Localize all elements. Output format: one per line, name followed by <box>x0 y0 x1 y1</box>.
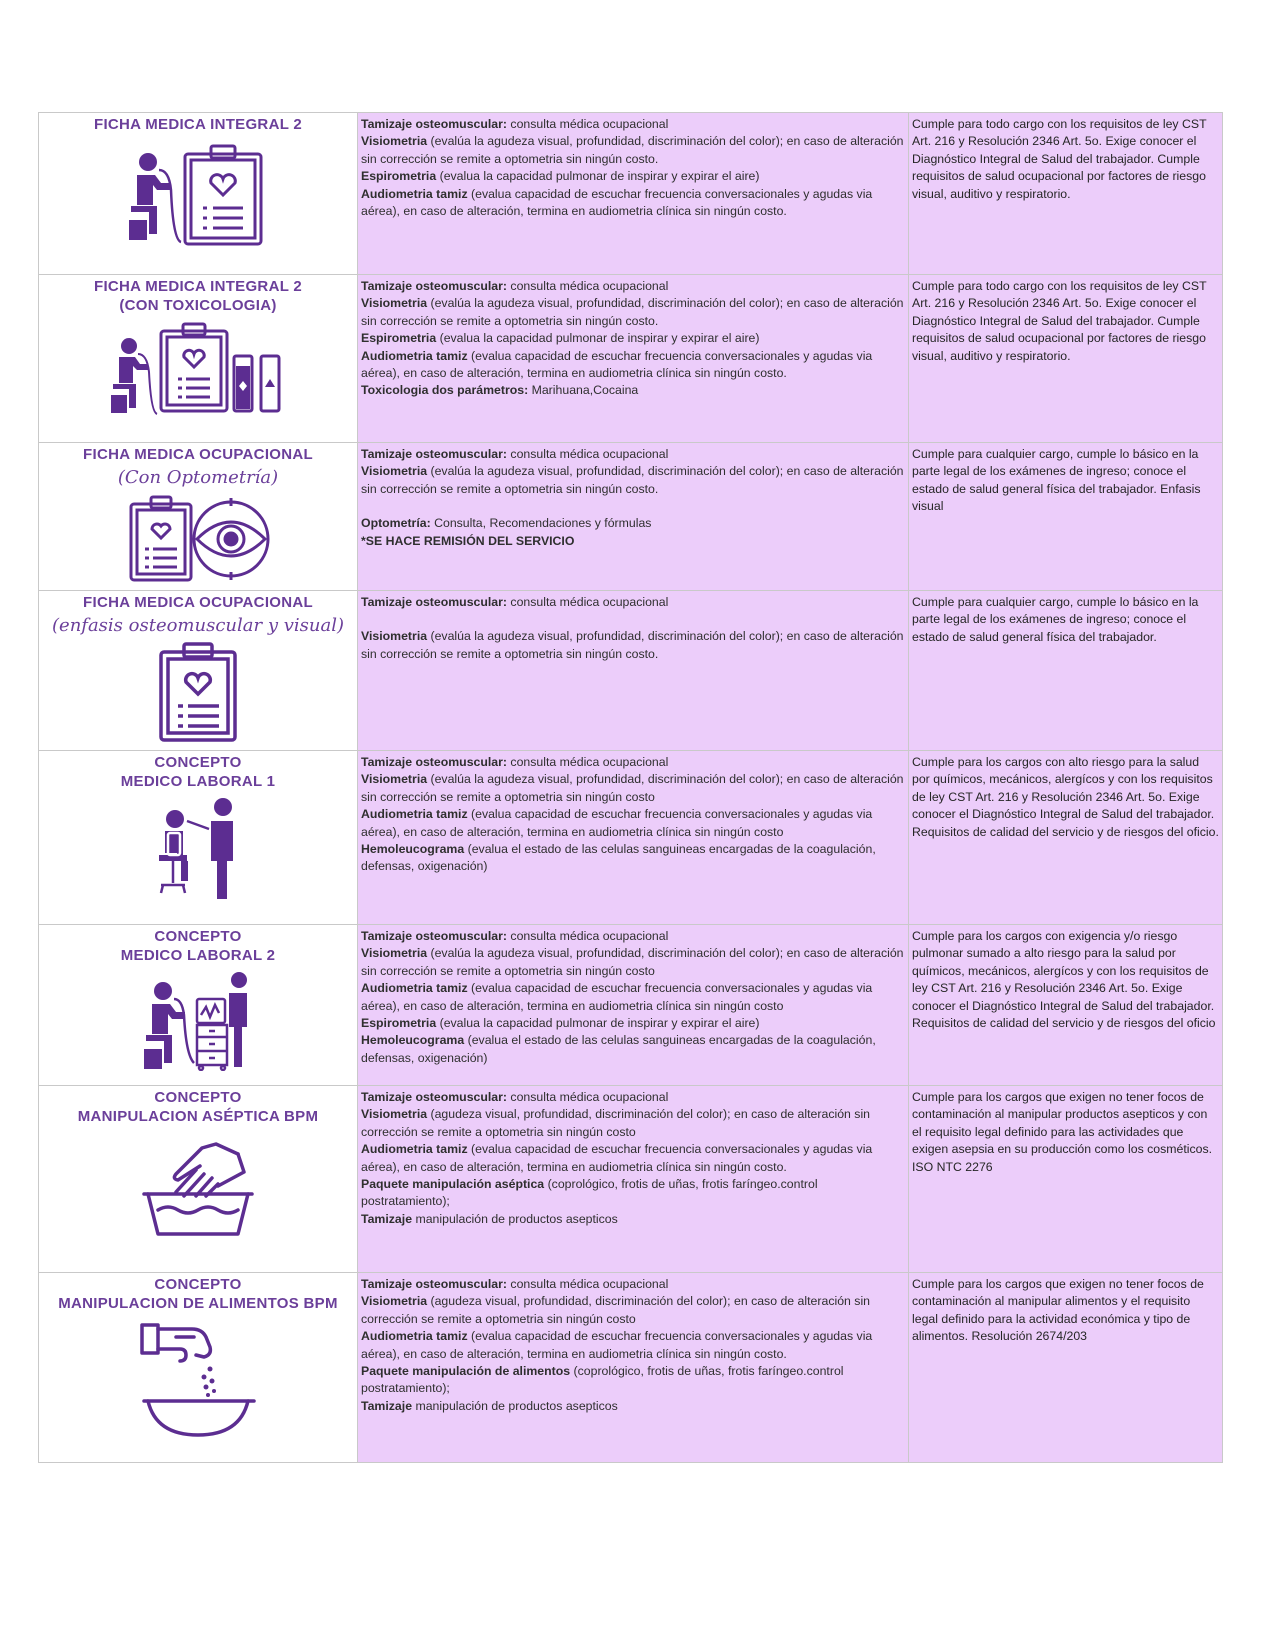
service-icon-wrapper <box>138 1319 258 1444</box>
compliance-cell <box>909 275 1223 443</box>
service-icon-wrapper <box>123 140 273 255</box>
test-name: Audiometria tamiz <box>361 1142 468 1157</box>
test-name: Tamizaje <box>361 1211 413 1226</box>
service-title: CONCEPTO <box>154 1276 242 1293</box>
test-name: Audiometria tamiz <box>361 348 468 363</box>
test-item <box>361 1106 905 1141</box>
test-detail: (evalúa la agudeza visual, profundidad, discriminación del color); en caso de alteración sin corrección se remite a optometria sin ningún costo. <box>361 464 904 496</box>
service-name-cell <box>39 113 358 275</box>
test-name: Tamizaje osteomuscular: <box>361 595 508 609</box>
tests-cell <box>358 1273 909 1463</box>
test-item <box>361 133 905 168</box>
test-item <box>361 806 905 841</box>
test-item <box>361 754 905 771</box>
test-name: Tamizaje osteomuscular: <box>361 117 508 131</box>
test-item <box>361 382 905 399</box>
compliance-description: Cumple para todo cargo con los requisitos de ley CST Art. 216 y Resolución 2346 Art. 5o. Exige conocer el Diagnóstico Integral de Salud del trabajador. Cumple requisitos de salud ocupacional por factores de riesgo visual, auditivo y respiratorio. <box>912 279 1207 363</box>
test-name: Visiometria <box>361 772 428 787</box>
service-title: FICHA MEDICA INTEGRAL 2 <box>93 116 302 133</box>
service-title-line2: MANIPULACION DE ALIMENTOS BPM <box>58 1295 338 1312</box>
tests-cell <box>358 275 909 443</box>
test-detail: (evalua la capacidad pulmonar de inspirar y expirar el aire) <box>436 331 760 346</box>
test-detail: (evalua el estado de las celulas sanguineas encargadas de la coagulación, defensas, oxigenación) <box>361 842 876 874</box>
test-item <box>361 1363 905 1398</box>
medical-clipboard-icon <box>153 642 243 742</box>
spacer <box>361 611 905 628</box>
service-title-line2: MEDICO LABORAL 1 <box>120 773 276 790</box>
doctor-patient-consultation-icon <box>153 797 243 902</box>
test-detail: (evalua la capacidad pulmonar de inspirar y expirar el aire) <box>436 1016 760 1031</box>
test-name: Audiometria tamiz <box>361 807 468 822</box>
service-title: FICHA MEDICA OCUPACIONAL <box>83 446 313 463</box>
test-detail: consulta médica ocupacional <box>507 1090 669 1104</box>
test-name: Visiometria <box>361 629 428 644</box>
test-item <box>361 1032 905 1067</box>
service-row <box>39 113 1223 275</box>
test-detail: (coprológico, frotis de uñas, frotis faríngeo.control postratamiento); <box>361 1364 844 1396</box>
test-detail: (evalua capacidad de escuchar frecuencia conversacionales y agudas via aérea), en caso de alteración, termina en audiometria clínica sin ningún costo <box>361 981 873 1013</box>
compliance-description: Cumple para cualquier cargo, cumple lo básico en la parte legal de los exámenes de ingreso; conoce el estado de salud general física del trabajador. Enfasis visual <box>912 447 1201 514</box>
test-detail: consulta médica ocupacional <box>507 279 669 293</box>
test-name: Audiometria tamiz <box>361 1329 468 1344</box>
test-detail: (evalua capacidad de escuchar frecuencia conversacionales y agudas via aérea), en caso de alteración, termina en audiometria clínica sin ningún costo. <box>361 1329 873 1361</box>
service-row <box>39 925 1223 1086</box>
service-name-cell <box>39 1086 358 1273</box>
tests-cell <box>358 443 909 591</box>
service-name-cell <box>39 1273 358 1463</box>
test-item <box>361 841 905 876</box>
test-name: Espirometria <box>361 331 437 346</box>
test-item <box>361 515 905 532</box>
test-detail: (agudeza visual, profundidad, discriminación del color); en caso de alteración sin corrección se remite a optometria sin ningún costo <box>361 1294 871 1326</box>
test-detail: consulta médica ocupacional <box>507 595 669 609</box>
service-title: FICHA MEDICA INTEGRAL 2 <box>93 278 302 295</box>
test-detail: (evalua el estado de las celulas sanguineas encargadas de la coagulación, defensas, oxigenación) <box>361 1033 876 1065</box>
compliance-description: Cumple para cualquier cargo, cumple lo básico en la parte legal de los exámenes de ingreso; conoce el estado de salud general física del trabajador. <box>912 595 1199 644</box>
test-name: Audiometria tamiz <box>361 981 468 996</box>
service-title-line2: MANIPULACION ASÉPTICA BPM <box>77 1108 319 1125</box>
service-name-cell <box>39 591 358 751</box>
service-subtitle: (Con Optometría) <box>117 467 279 488</box>
service-title-line2: MEDICO LABORAL 2 <box>120 947 276 964</box>
compliance-cell <box>909 1086 1223 1273</box>
test-detail: (evalúa la agudeza visual, profundidad, discriminación del color); en caso de alteración sin corrección se remite a optometria sin ningún costo. <box>361 629 904 661</box>
test-item <box>361 928 905 945</box>
test-item <box>361 1211 905 1228</box>
service-icon-wrapper <box>106 321 291 421</box>
test-name: Visiometria <box>361 1294 428 1309</box>
test-detail: (evalua capacidad de escuchar frecuencia conversacionales y agudas via aérea), en caso de alteración, termina en audiometria clínica sin ningún costo <box>361 807 873 839</box>
test-name: Optometría: <box>361 516 431 531</box>
service-row <box>39 751 1223 925</box>
service-icon-wrapper <box>138 1132 258 1247</box>
service-title: CONCEPTO <box>154 928 242 945</box>
compliance-description: Cumple para los cargos con exigencia y/o riesgo pulmonar sumado a alto riesgo para la salud por químicos, mecánicos, alergícos y con los requisitos de ley CST Art. 216 y Resolución 2346 Art. 5o. Exige conocer el Diagnóstico Integral de Salud del trabajador. Requisitos de calidad del servicio y de riesgos del oficio <box>912 929 1216 1031</box>
compliance-description: Cumple para los cargos que exigen no tener focos de contaminación al manipular alimentos y el requisito legal definido para la actividad económica y tipo de alimentos. Resolución 2674/203 <box>912 1277 1204 1344</box>
spacer <box>361 498 905 515</box>
test-detail: (evalúa la agudeza visual, profundidad, discriminación del color); en caso de alteración sin corrección se remite a optometria sin ningún costo. <box>361 134 904 166</box>
service-row <box>39 1086 1223 1273</box>
tests-cell <box>358 113 909 275</box>
test-item <box>361 1293 905 1328</box>
test-name: Toxicologia dos parámetros: <box>361 383 529 398</box>
test-item <box>361 463 905 498</box>
test-item <box>361 945 905 980</box>
test-name: Paquete manipulación aséptica <box>361 1177 545 1192</box>
test-item <box>361 533 905 550</box>
service-icon-wrapper <box>123 494 273 589</box>
service-icon-wrapper <box>153 642 243 747</box>
test-name: Tamizaje osteomuscular: <box>361 1277 508 1291</box>
test-name: Espirometria <box>361 169 437 184</box>
test-item <box>361 278 905 295</box>
test-item <box>361 446 905 463</box>
test-detail: consulta médica ocupacional <box>507 755 669 769</box>
test-detail: consulta médica ocupacional <box>507 1277 669 1291</box>
test-item <box>361 116 905 133</box>
service-icon-wrapper <box>153 797 243 907</box>
test-item <box>361 771 905 806</box>
test-detail: manipulación de productos asepticos <box>412 1398 618 1413</box>
hand-salt-bowl-icon <box>138 1319 258 1439</box>
test-detail: (evalua la capacidad pulmonar de inspirar y expirar el aire) <box>436 169 760 184</box>
compliance-description: Cumple para todo cargo con los requisitos de ley CST Art. 216 y Resolución 2346 Art. 5o. Exige conocer el Diagnóstico Integral de Salud del trabajador. Cumple requisitos de salud ocupacional por factores de riesgo visual, auditivo y respiratorio. <box>912 117 1207 201</box>
test-detail: Consulta, Recomendaciones y fórmulas <box>430 516 652 531</box>
test-name: Tamizaje osteomuscular: <box>361 755 508 769</box>
test-name: Tamizaje osteomuscular: <box>361 279 508 293</box>
test-detail: (evalúa la agudeza visual, profundidad, discriminación del color); en caso de alteración sin corrección se remite a optometria sin ningún costo. <box>361 296 904 328</box>
test-name: Tamizaje <box>361 1398 413 1413</box>
test-detail: (evalúa la agudeza visual, profundidad, discriminación del color); en caso de alteración sin corrección se remite a optometria sin ningún costo <box>361 772 904 804</box>
test-name: Visiometria <box>361 134 428 149</box>
test-item <box>361 1141 905 1176</box>
test-detail: (coprológico, frotis de uñas, frotis faríngeo.control postratamiento); <box>361 1177 818 1209</box>
service-name-cell <box>39 751 358 925</box>
compliance-description: Cumple para los cargos que exigen no tener focos de contaminación al manipular productos asepticos y con el requisito legal definido para las actividades que exigen asepsia en su producción como los cosméticos. ISO NTC 2276 <box>912 1090 1213 1174</box>
tests-cell <box>358 925 909 1086</box>
test-item <box>361 186 905 221</box>
test-name: Tamizaje osteomuscular: <box>361 1090 508 1104</box>
test-name: Visiometria <box>361 464 428 479</box>
service-name-cell <box>39 925 358 1086</box>
test-item <box>361 980 905 1015</box>
test-item <box>361 1276 905 1293</box>
test-name: Paquete manipulación de alimentos <box>361 1364 571 1379</box>
test-name: Tamizaje osteomuscular: <box>361 929 508 943</box>
patient-clipboard-test-tubes-icon <box>106 321 291 416</box>
patient-spirometry-clipboard-icon <box>123 140 273 250</box>
service-name-cell <box>39 443 358 591</box>
test-detail: (evalua capacidad de escuchar frecuencia conversacionales y agudas via aérea), en caso de alteración, termina en audiometria clínica sin ningún costo. <box>361 186 873 219</box>
test-name: Hemoleucograma <box>361 842 465 857</box>
test-detail: consulta médica ocupacional <box>507 117 669 131</box>
service-name-cell <box>39 275 358 443</box>
compliance-cell <box>909 925 1223 1086</box>
test-item <box>361 594 905 611</box>
test-name: Tamizaje osteomuscular: <box>361 447 508 461</box>
tests-cell <box>358 1086 909 1273</box>
test-item <box>361 1176 905 1211</box>
tests-cell <box>358 751 909 925</box>
test-item <box>361 628 905 663</box>
compliance-cell <box>909 443 1223 591</box>
test-name: Hemoleucograma <box>361 1033 465 1048</box>
test-item <box>361 1015 905 1032</box>
test-name: Visiometria <box>361 946 428 961</box>
test-name: Audiometria tamiz <box>361 186 468 201</box>
services-table <box>38 112 1223 1463</box>
test-item <box>361 1398 905 1415</box>
test-name: Espirometria <box>361 1016 437 1031</box>
test-detail: manipulación de productos asepticos <box>412 1211 618 1226</box>
test-detail: consulta médica ocupacional <box>507 929 669 943</box>
clipboard-eye-icon <box>123 494 273 584</box>
service-title: CONCEPTO <box>154 1089 242 1106</box>
test-detail: Marihuana,Cocaina <box>528 383 639 398</box>
compliance-cell <box>909 113 1223 275</box>
test-item <box>361 295 905 330</box>
test-item <box>361 168 905 185</box>
tests-cell <box>358 591 909 751</box>
compliance-cell <box>909 1273 1223 1463</box>
service-subtitle: (enfasis osteomuscular y visual) <box>52 615 344 636</box>
test-item <box>361 1328 905 1363</box>
test-detail: (agudeza visual, profundidad, discriminación del color); en caso de alteración sin corrección se remite a optometria sin ningún costo <box>361 1107 871 1139</box>
test-item <box>361 1089 905 1106</box>
service-title: FICHA MEDICA OCUPACIONAL <box>83 594 313 611</box>
service-row <box>39 275 1223 443</box>
test-name: Visiometria <box>361 296 428 311</box>
hand-washing-basin-icon <box>138 1132 258 1242</box>
service-icon-wrapper <box>141 971 256 1076</box>
test-item <box>361 348 905 383</box>
test-detail: (evalua capacidad de escuchar frecuencia conversacionales y agudas via aérea), en caso de alteración, termina en audiometria clínica sin ningún costo. <box>361 348 873 381</box>
test-item <box>361 330 905 347</box>
service-row <box>39 443 1223 591</box>
service-row <box>39 1273 1223 1463</box>
patient-spirometry-monitor-icon <box>141 971 256 1071</box>
compliance-description: Cumple para los cargos con alto riesgo para la salud por químicos, mecánicos, alergícos y con los requisitos de ley CST Art. 216 y Resolución 2346 Art. 5o. Exige conocer el Diagnóstico Integral de Salud del trabajador. Requisitos de calidad del servicio y de riesgos del oficio. <box>912 755 1219 839</box>
test-detail: (evalua capacidad de escuchar frecuencia conversacionales y agudas via aérea), en caso de alteración, termina en audiometria clínica sin ningún costo. <box>361 1142 873 1174</box>
service-title: CONCEPTO <box>154 754 242 771</box>
compliance-cell <box>909 751 1223 925</box>
service-title-line2: (CON TOXICOLOGIA) <box>119 297 277 314</box>
service-row <box>39 591 1223 751</box>
test-detail: (evalúa la agudeza visual, profundidad, discriminación del color); en caso de alteración sin corrección se remite a optometria sin ningún costo <box>361 946 904 978</box>
test-detail: consulta médica ocupacional <box>507 447 669 461</box>
test-name: Visiometria <box>361 1107 428 1122</box>
compliance-cell <box>909 591 1223 751</box>
test-name: *SE HACE REMISIÓN DEL SERVICIO <box>361 533 575 548</box>
